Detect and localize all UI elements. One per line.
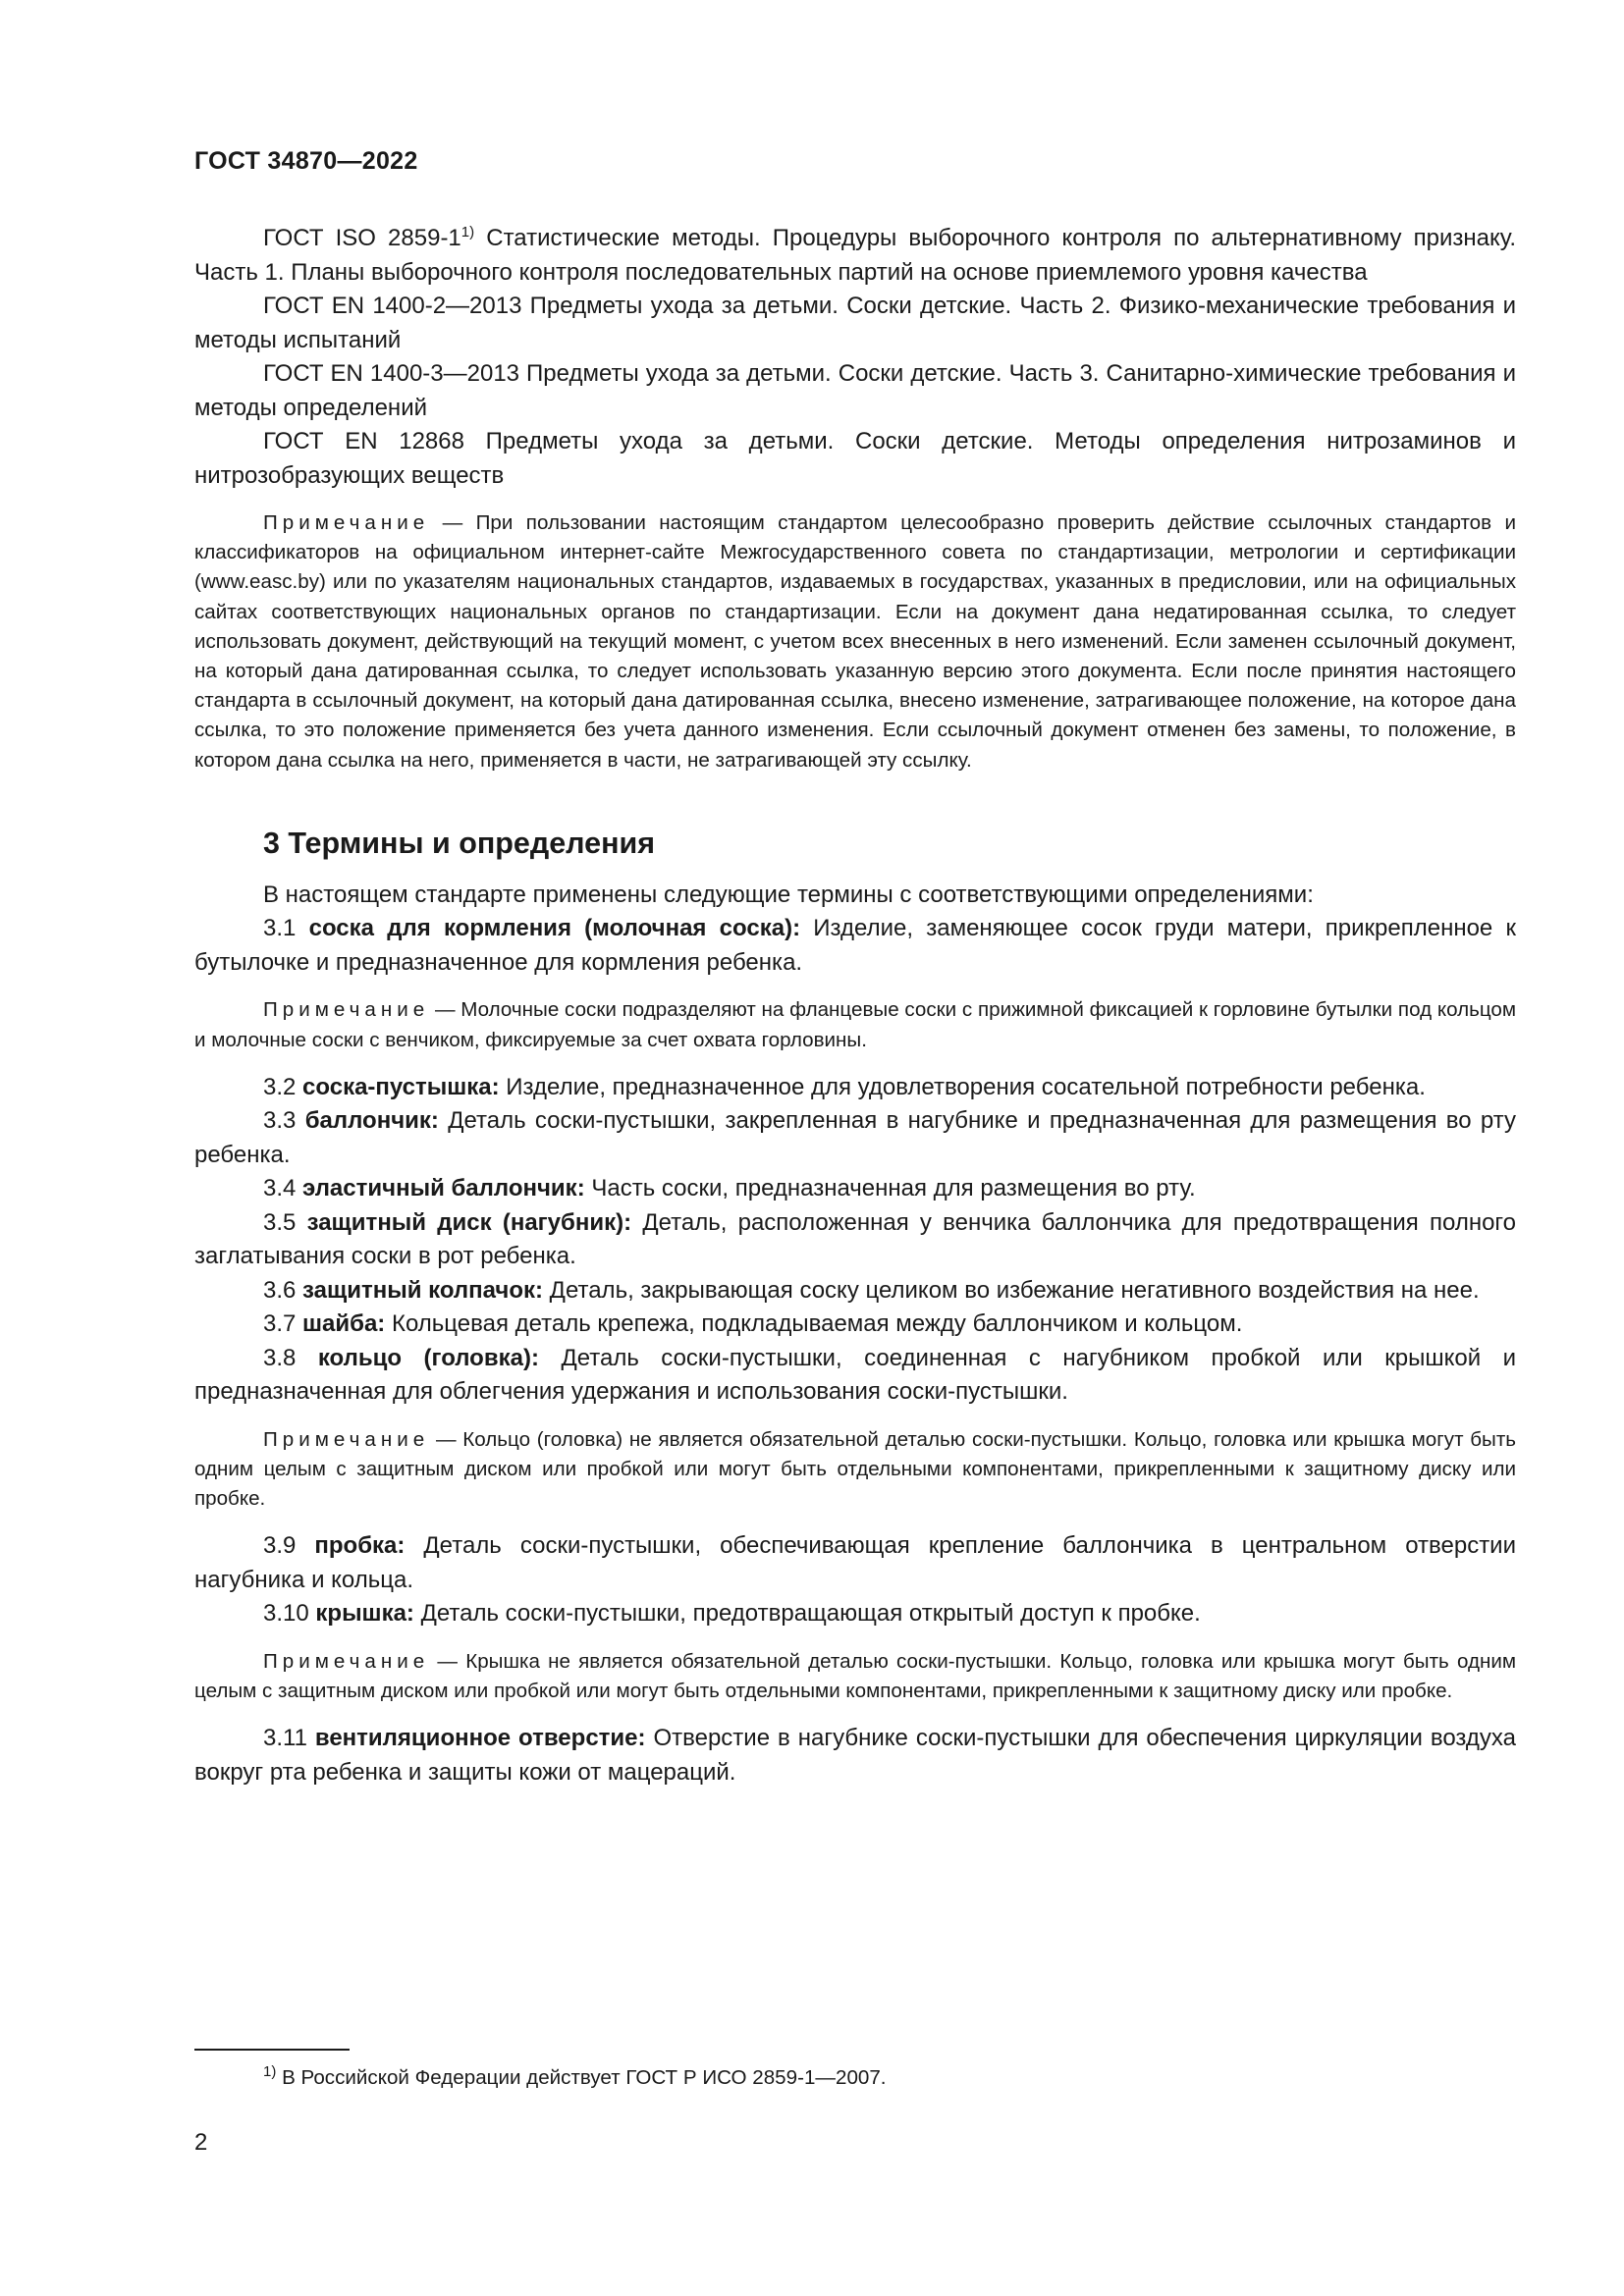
- term-name: пробка:: [314, 1532, 406, 1560]
- term-definition: [194, 1274, 1516, 1308]
- term-name: соска-пустышка:: [302, 1073, 500, 1100]
- term-definition: [194, 1206, 1516, 1274]
- term-definition: [194, 1308, 1516, 1342]
- reference-item: ГОСТ EN 1400-2—2013 Предметы ухода за детьми. Соски детские. Часть 2. Физико-механические требования и методы испытаний: [194, 293, 1516, 353]
- term-definition: [194, 1342, 1516, 1410]
- term-number: 3.7: [263, 1310, 303, 1338]
- note-label: Примечание: [263, 998, 430, 1022]
- term-number: 3.4: [263, 1175, 303, 1202]
- page-number: 2: [194, 2129, 208, 2156]
- section-intro: В настоящем стандарте применены следующие термины с соответствующими определениями:: [263, 881, 1314, 908]
- term-number: 3.2: [263, 1073, 303, 1100]
- term-note: [194, 995, 1516, 1054]
- term-text: Изделие, предназначенное для удовлетворения сосательной потребности ребенка.: [499, 1073, 1426, 1100]
- reference-code: ГОСТ ISO 2859-1: [263, 225, 461, 251]
- term-text: Деталь, закрывающая соску целиком во избежание негативного воздействия на нее.: [543, 1276, 1480, 1304]
- term-text: Деталь соски-пустышки, соединенная с нагубником пробкой или крышкой и предназначенная для облегчения удержания и использования соски-пустышки.: [194, 1344, 1517, 1406]
- term-number: 3.3: [263, 1107, 305, 1135]
- note-text: Крышка не является обязательной деталью соски-пустышки. Кольцо, головка или крышка могут быть одним целым с защитным диском или пробкой или могут быть отдельными компонентами, прикрепленными к защитному диску или пробке.: [194, 1649, 1516, 1703]
- term-number: 3.11: [263, 1725, 315, 1752]
- term-text: Деталь соски-пустышки, предотвращающая открытый доступ к пробке.: [413, 1600, 1201, 1628]
- note-label: Примечание: [263, 1649, 430, 1673]
- footnote-mark: 1): [460, 224, 475, 240]
- term-text: Деталь соски-пустышки, обеспечивающая крепление баллончика в центральном отверстии нагубника и кольца.: [194, 1532, 1516, 1593]
- reference-item: ГОСТ EN 1400-3—2013 Предметы ухода за детьми. Соски детские. Часть 3. Санитарно-химические требования и методы определений: [194, 360, 1516, 421]
- term-text: Деталь соски-пустышки, закрепленная в нагубнике и предназначенная для размещения во рту ребенка.: [194, 1107, 1517, 1168]
- term-number: 3.9: [263, 1532, 315, 1560]
- note-dash: —: [429, 1427, 463, 1451]
- term-definition: [194, 1104, 1516, 1172]
- term-definition: [194, 1597, 1516, 1631]
- footnote-mark: 1): [263, 2063, 277, 2081]
- term-text: Отверстие в нагубнике соски-пустышки для обеспечения циркуляции воздуха вокруг рта ребенка и защиты кожи от мацераций.: [194, 1725, 1516, 1786]
- term-name: баллончик:: [304, 1107, 439, 1135]
- term-number: 3.8: [263, 1344, 318, 1371]
- footnote-text: В Российской Федерации действует ГОСТ Р ИСО 2859-1—2007.: [276, 2066, 887, 2089]
- section-title: 3 Термины и определения: [263, 826, 656, 860]
- note-dash: —: [429, 1649, 466, 1673]
- note-text: Молочные соски подразделяют на фланцевые соски с прижимной фиксацией к горловине бутылки под кольцом и молочные соски с венчиком, фиксируемые за счет охвата горловины.: [194, 998, 1516, 1051]
- note-dash: —: [429, 998, 461, 1022]
- term-note: [194, 1425, 1516, 1515]
- note-label: Примечание: [263, 511, 430, 534]
- term-number: 3.10: [263, 1600, 316, 1628]
- term-definition: [194, 1071, 1516, 1105]
- note-label: Примечание: [263, 1427, 430, 1451]
- term-name: эластичный баллончик:: [302, 1175, 585, 1202]
- term-text: Деталь, расположенная у венчика баллончика для предотвращения полного заглатывания соски в рот ребенка.: [194, 1208, 1517, 1270]
- term-name: соска для кормления (молочная соска):: [308, 915, 801, 942]
- term-text: Кольцевая деталь крепежа, подкладываемая между баллончиком и кольцом.: [385, 1310, 1243, 1338]
- term-number: 3.6: [263, 1276, 303, 1304]
- term-number: 3.5: [263, 1208, 307, 1236]
- document-body: [194, 222, 1516, 1789]
- term-name: защитный колпачок:: [302, 1276, 544, 1304]
- term-note: [194, 1647, 1516, 1706]
- term-definition: [194, 1722, 1516, 1789]
- note-text: При пользовании настоящим стандартом целесообразно проверить действие ссылочных стандартов и классификаторов на официальном интернет-сайте Межгосударственного совета по стандартизации, метрологии и сертификации (www.easc.by) или по указателям национальных стандартов, издаваемых в государствах, указанных в предисловии, или на официальных сайтах соответствующих национальных органов по стандартизации. Если на документ дана недатированная ссылка, то следует использовать документ, действующий на текущий момент, с учетом всех внесенных в него изменений. Если заменен ссылочный документ, на который дана датированная ссылка, то следует использовать указанную версию этого документа. Если после принятия настоящего стандарта в ссылочный документ, на который дана датированная ссылка, внесено изменение, затрагивающее положение, на которое дана ссылка, то это положение применяется без учета данного изменения. Если ссылочный документ отменен без замены, то положение, в котором дана ссылка на него, применяется в части, не затрагивающей эту ссылку.: [194, 511, 1516, 772]
- term-number: 3.1: [263, 915, 309, 942]
- note-dash: —: [429, 511, 476, 534]
- reference-title: Статистические методы. Процедуры выборочного контроля по альтернативному признаку. Часть 1. Планы выборочного контроля последовательных партий на основе приемлемого уровня качества: [194, 225, 1517, 286]
- document-header: ГОСТ 34870—2022: [194, 147, 418, 175]
- reference-item: [194, 222, 1516, 290]
- term-name: кольцо (головка):: [317, 1344, 539, 1371]
- term-definition: [194, 1529, 1516, 1597]
- term-text: Изделие, заменяющее сосок груди матери, прикрепленное к бутылочке и предназначенное для кормления ребенка.: [194, 915, 1517, 976]
- references-note: [194, 508, 1516, 775]
- term-text: Часть соски, предназначенная для размещения во рту.: [584, 1175, 1196, 1202]
- footnote-divider: [194, 2049, 350, 2051]
- term-definition: [194, 912, 1516, 980]
- term-name: вентиляционное отверстие:: [314, 1725, 646, 1752]
- reference-item: ГОСТ EN 12868 Предметы ухода за детьми. Соски детские. Методы определения нитрозаминов и нитрозобразующих веществ: [194, 428, 1516, 489]
- footnote: [263, 2064, 887, 2092]
- term-name: защитный диск (нагубник):: [306, 1208, 632, 1236]
- note-text: Кольцо (головка) не является обязательной деталью соски-пустышки. Кольцо, головка или крышка могут быть одним целым с защитным диском или пробкой или могут быть отдельными компонентами, прикрепленными к защитному диску или пробке.: [194, 1427, 1517, 1511]
- term-name: крышка:: [315, 1600, 414, 1628]
- term-definition: [194, 1172, 1516, 1206]
- term-name: шайба:: [302, 1310, 386, 1338]
